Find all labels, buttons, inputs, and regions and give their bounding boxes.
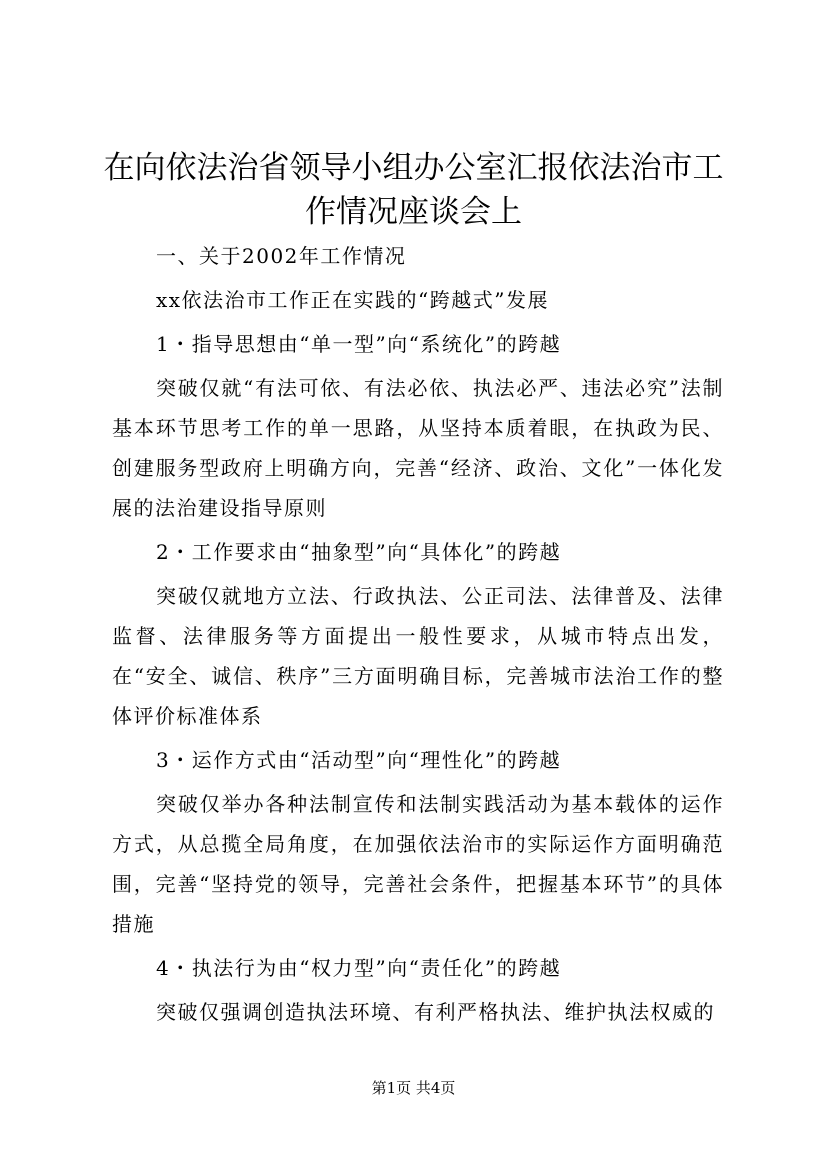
paragraph-2: 突破仅就地方立法、行政执法、公正司法、法律普及、法律监督、法律服务等方面提出一般性要求，从城市特点出发，在“安全、诚信、秩序”三方面明确目标，完善城市法治工作的整体评价标准体系 — [112, 584, 724, 728]
subsection-heading: xx依法治市工作正在实践的“跨越式”发展 — [156, 288, 550, 312]
section-heading: 一、关于2002年工作情况 — [156, 244, 407, 268]
point-heading-4: 4・执法行为由“权力型”向“责任化”的跨越 — [156, 956, 562, 980]
point-heading-1: 1・指导思想由“单一型”向“系统化”的跨越 — [156, 332, 562, 356]
page-footer — [0, 1078, 827, 1098]
paragraph-3: 突破仅举办各种法制宣传和法制实践活动为基本载体的运作方式，从总揽全局角度，在加强依法治市的实际运作方面明确范围，完善“坚持党的领导，完善社会条件，把握基本环节”的具体措施 — [112, 792, 724, 936]
paragraph-1: 突破仅就“有法可依、有法必依、执法必严、违法必究”法制基本环节思考工作的单一思路，从坚持本质着眼，在执政为民、创建服务型政府上明确方向，完善“经济、政治、文化”一体化发展的法治建设指导原则 — [112, 376, 724, 520]
point-heading-3: 3・运作方式由“活动型”向“理性化”的跨越 — [156, 748, 562, 772]
document-title-line-2: 作情况座谈会上 — [305, 194, 522, 230]
page-number-label: 第1页 共4页 — [371, 1079, 456, 1097]
paragraph-4: 突破仅强调创造执法环境、有利严格执法、维护执法权威的 — [156, 1000, 715, 1024]
document-body — [112, 236, 724, 1036]
point-heading-2: 2・工作要求由“抽象型”向“具体化”的跨越 — [156, 540, 562, 564]
document-title-line-1: 在向依法治省领导小组办公室汇报依法治市工 — [103, 150, 724, 186]
